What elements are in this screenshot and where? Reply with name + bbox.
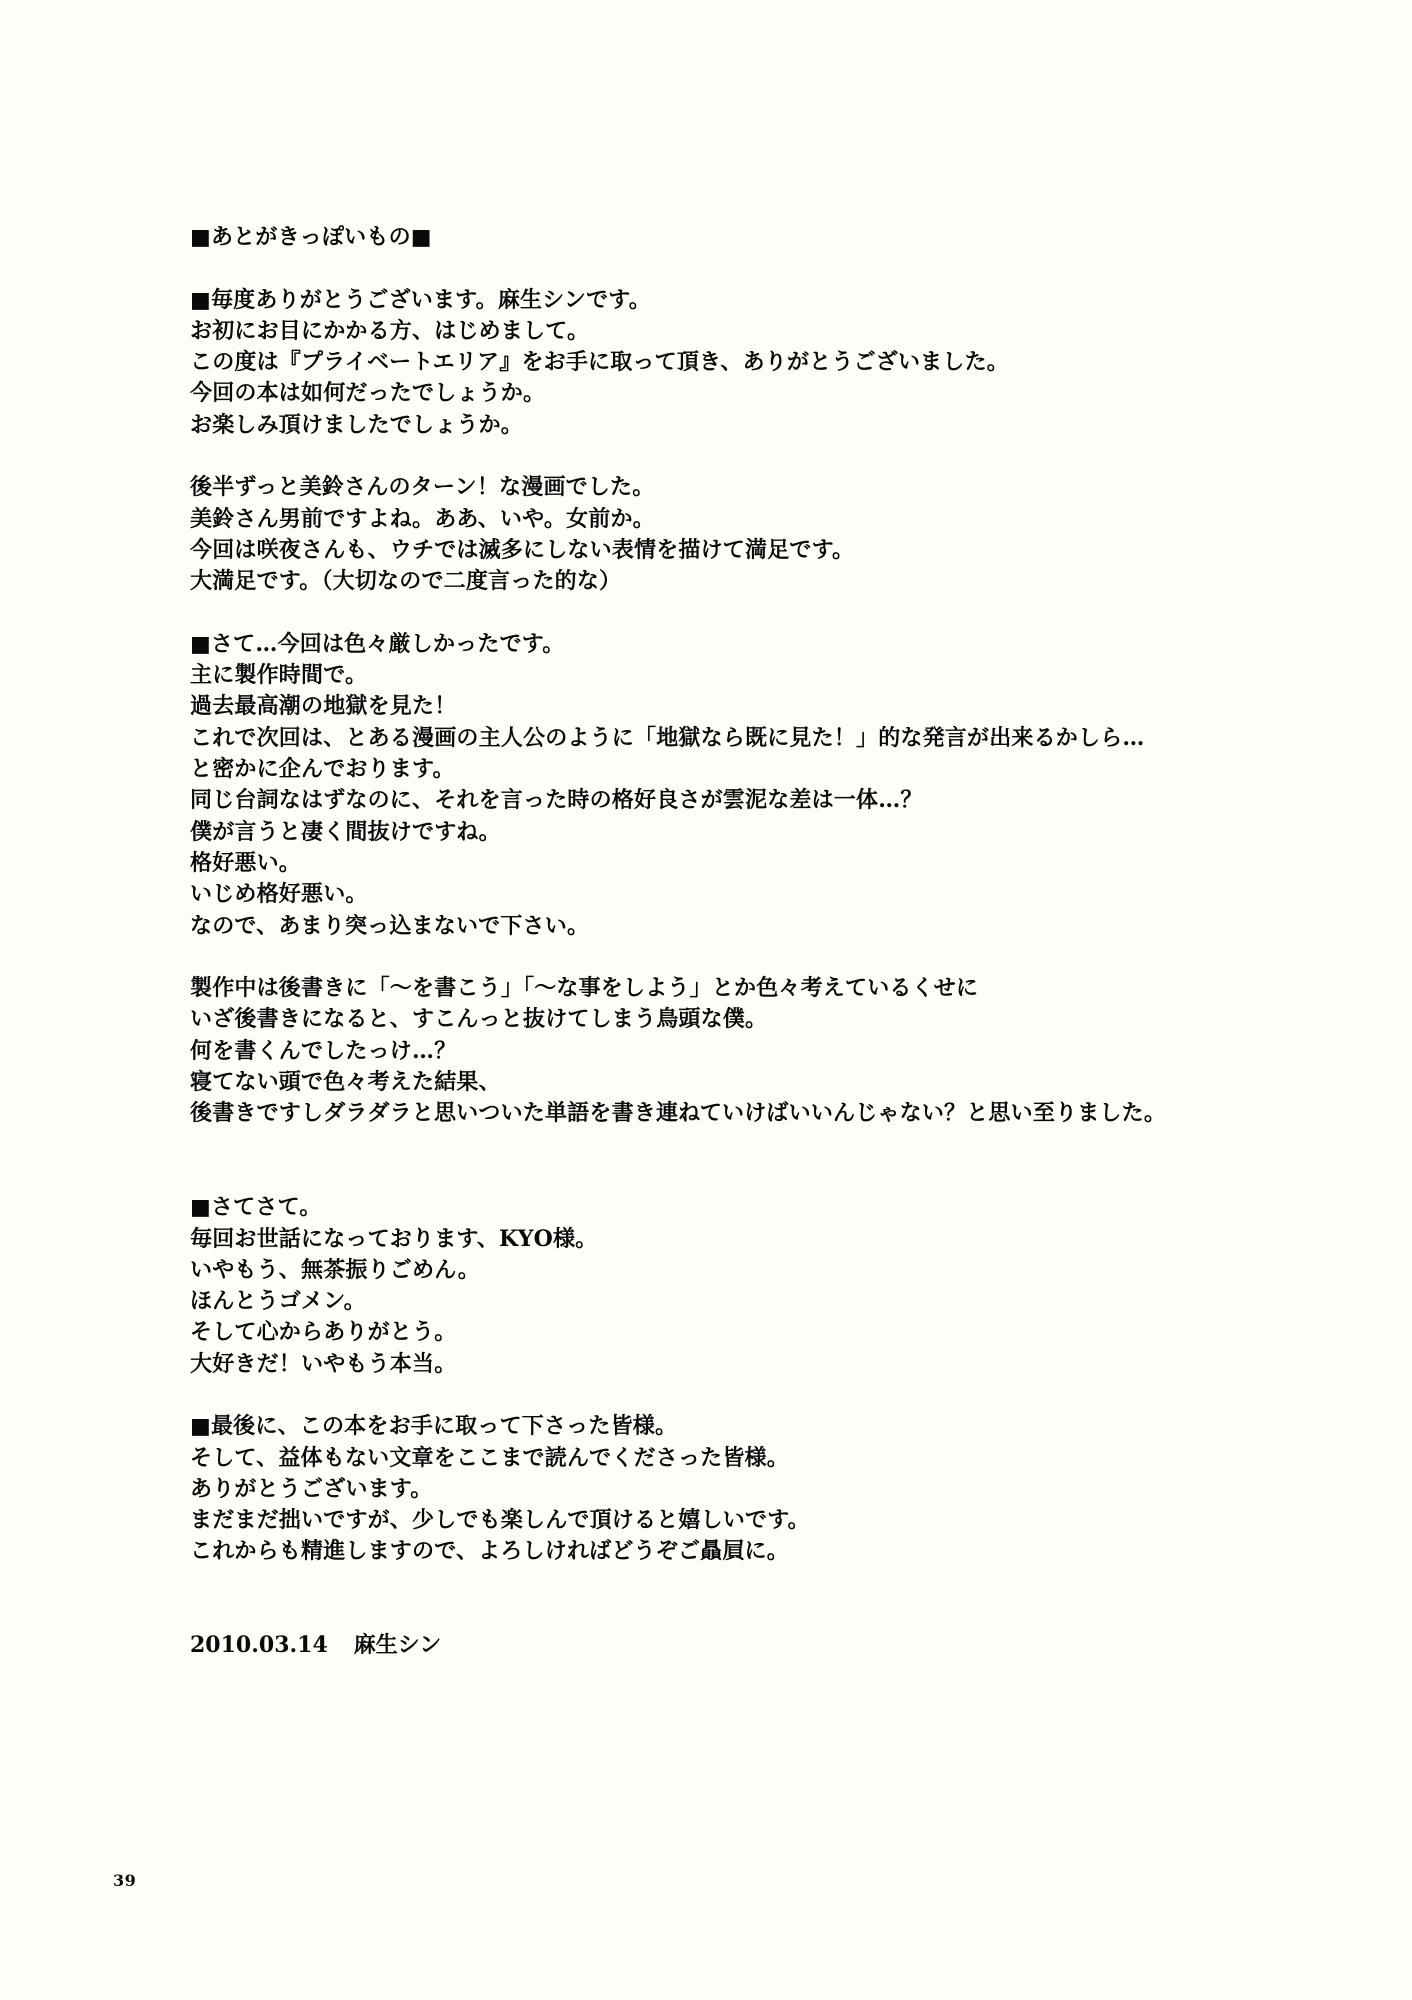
- text-line: 主に製作時間で。: [190, 662, 368, 689]
- text-line: ほんとうゴメン。: [190, 1288, 366, 1315]
- text-line: 同じ台詞なはずなのに、それを言った時の格好良さが雲泥な差は一体…？: [190, 787, 923, 814]
- text-line: いやもう、無茶振りごめん。: [190, 1256, 480, 1283]
- page-number: 39: [113, 1871, 137, 1890]
- text-line: お初にお目にかかる方、はじめまして。: [190, 317, 590, 344]
- text-line: 大満足です。（大切なので二度言った的な）: [190, 568, 622, 595]
- text-line: 今回の本は如何だったでしょうか。: [190, 380, 546, 407]
- afterword-text: [190, 222, 1330, 1662]
- paragraph-afterword-process: [190, 973, 1330, 1129]
- text-line: いじめ格好悪い。: [190, 881, 368, 908]
- spacer: [190, 598, 1330, 629]
- signature-author: 麻生シン: [353, 1632, 442, 1659]
- text-line: 過去最高潮の地獄を見た！: [190, 693, 457, 720]
- paragraph-production: [190, 629, 1330, 942]
- text-line: ■毎度ありがとうございます。麻生シンです。: [190, 286, 651, 313]
- spacer: [190, 253, 1330, 284]
- text-line: ありがとうございます。: [190, 1475, 433, 1502]
- paragraph-greeting: [190, 285, 1330, 441]
- text-line: そして心からありがとう。: [190, 1319, 457, 1346]
- text-line: ■さて…今回は色々厳しかったです。: [190, 630, 565, 657]
- spacer: [190, 942, 1330, 973]
- text-line: 後半ずっと美鈴さんのターン！な漫画でした。: [190, 474, 655, 501]
- text-line: ■さてさて。: [190, 1194, 322, 1221]
- text-line: なので、あまり突っ込まないで下さい。: [190, 912, 590, 939]
- text-line: この度は『プライベートエリア』をお手に取って頂き、ありがとうございました。: [190, 349, 1009, 376]
- text-line: 毎回お世話になっております、KYO様。: [190, 1225, 598, 1252]
- text-line: 僕が言うと凄く間抜けですね。: [190, 818, 501, 845]
- text-line: と密かに企んでおります。: [190, 756, 455, 783]
- spacer: [190, 1568, 1330, 1631]
- text-line: お楽しみ頂けましたでしょうか。: [190, 411, 524, 438]
- text-line: 格好悪い。: [190, 849, 302, 876]
- signature: [190, 1630, 1330, 1661]
- paragraph-thanks-kyo: [190, 1192, 1330, 1380]
- spacer: [190, 441, 1330, 472]
- text-line: 美鈴さん男前ですよね。ああ、いや。女前か。: [190, 505, 655, 532]
- spacer: [190, 1130, 1330, 1193]
- text-line: 後書きですしダラダラと思いついた単語を書き連ねていけばいいんじゃない？と思い至りました。: [190, 1100, 1167, 1127]
- text-line: 今回は咲夜さんも、ウチでは滅多にしない表情を描けて満足です。: [190, 536, 855, 563]
- text-line: ■最後に、この本をお手に取って下さった皆様。: [190, 1413, 678, 1440]
- paragraph-thanks-readers: [190, 1411, 1330, 1567]
- text-line: これで次回は、とある漫画の主人公のように「地獄なら既に見た！」的な発言が出来るかしら…: [190, 724, 1145, 751]
- paragraph-comic-comments: [190, 472, 1330, 597]
- signature-date: 2010.03.14: [190, 1632, 328, 1659]
- text-line: 何を書くんでしたっけ…？: [190, 1037, 457, 1064]
- text-line: まだまだ拙いですが、少しでも楽しんで頂けると嬉しいです。: [190, 1507, 810, 1534]
- text-line: そして、益体もない文章をここまで読んでくださった皆様。: [190, 1444, 789, 1471]
- text-line: 大好きだ！いやもう本当。: [190, 1350, 457, 1377]
- text-line: いざ後書きになると、すこんっと抜けてしまう鳥頭な僕。: [190, 1006, 768, 1033]
- spacer: [190, 1380, 1330, 1411]
- text-line: 寝てない頭で色々考えた結果、: [190, 1069, 501, 1096]
- text-line: 製作中は後書きに「～を書こう」「～な事をしよう」とか色々考えているくせに: [190, 975, 979, 1002]
- afterword-title: ■あとがきっぽいもの■: [190, 224, 432, 250]
- text-line: これからも精進しますので、よろしければどうぞご贔屓に。: [190, 1538, 789, 1565]
